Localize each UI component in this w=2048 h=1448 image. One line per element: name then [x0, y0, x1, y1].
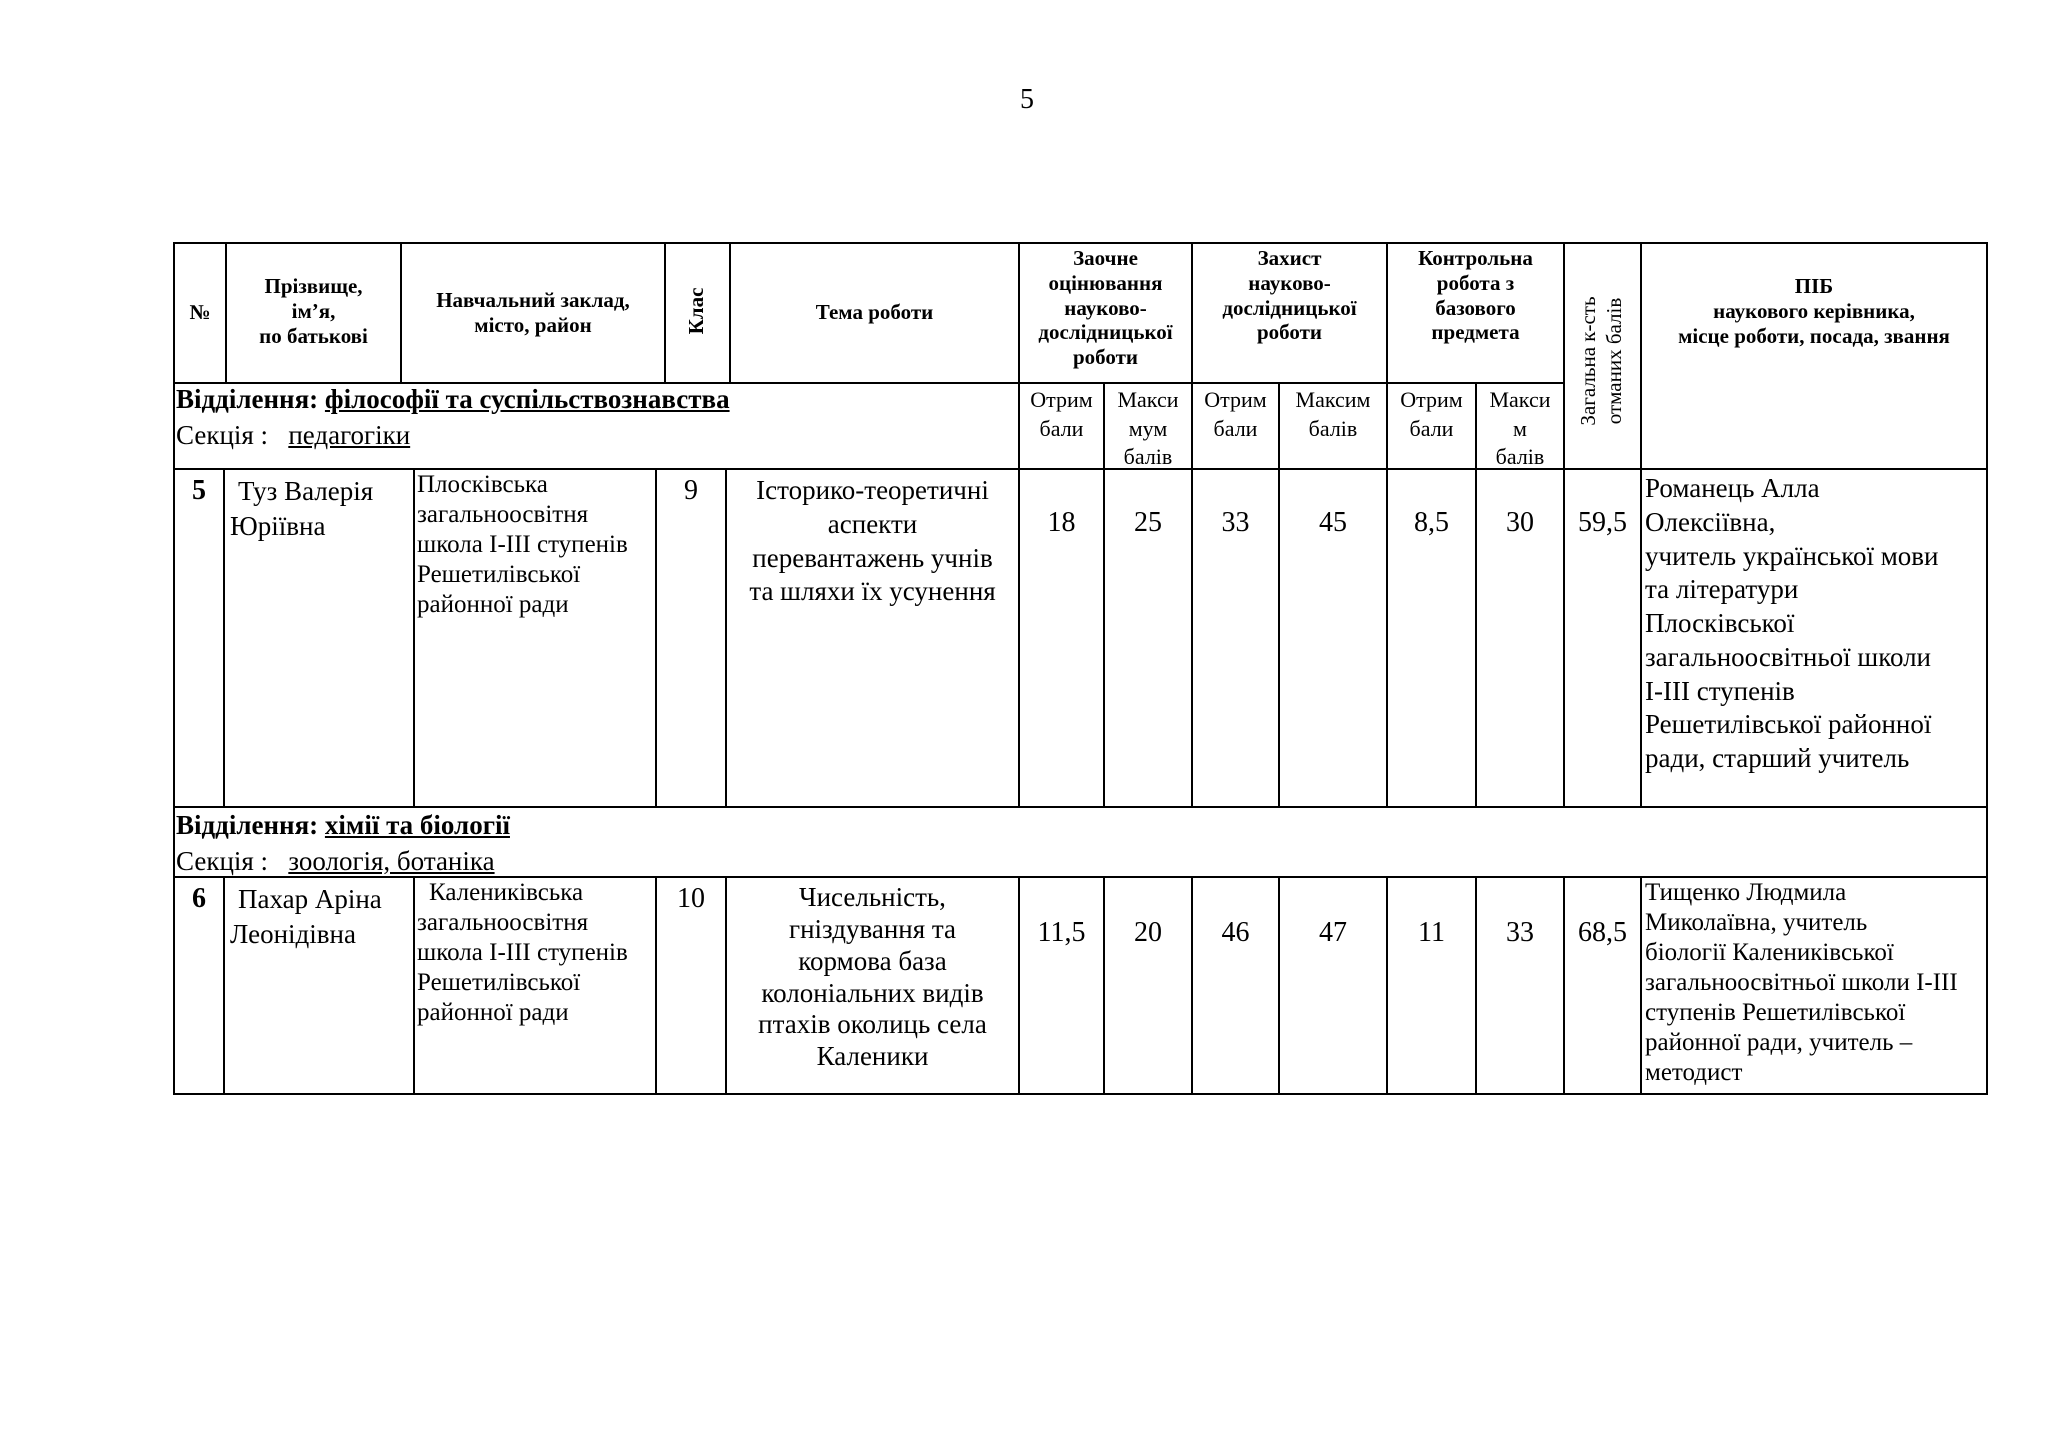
supervisor: Романець Алла Олексіївна, учитель української мови та літератури Плосківської загальноосвітньої школи І-ІІІ ступенів Решетилівської районної ради, старший учитель: [1645, 473, 1939, 773]
subheader-d-max: Максим балів: [1295, 387, 1371, 441]
defense-max: 47: [1319, 917, 1347, 948]
grade: 9: [684, 475, 698, 506]
correspondence-max: 25: [1134, 507, 1162, 538]
header-name: Прізвище, ім’я, по батькові: [259, 274, 368, 348]
school-name: Плосківська загальноосвітня школа І-ІІІ ступенів Решетилівської районної ради: [417, 471, 628, 618]
section-heading: Секція : педагогіки: [176, 420, 411, 450]
header-correspondence: Заочне оцінювання науково- дослідницької роботи: [1038, 246, 1173, 370]
test-score: 8,5: [1414, 507, 1449, 538]
header-topic: Тема роботи: [815, 300, 934, 324]
header-defense: Захист науково- дослідницької роботи: [1222, 246, 1357, 345]
test-max: 30: [1506, 507, 1534, 538]
department-heading: Відділення: хімії та біології: [176, 810, 510, 840]
header-school: Навчальний заклад, місто, район: [436, 288, 630, 337]
subheader-t-max: Макси м балів: [1489, 387, 1551, 470]
department-heading: Відділення: філософії та суспільствознавства: [176, 384, 730, 414]
header-grade: Клас: [684, 287, 708, 335]
page-number: 5: [1020, 84, 1034, 115]
total-score: 68,5: [1578, 917, 1627, 948]
topic: Історико-теоретичні аспекти перевантажень учнів та шляхи їх усунення: [749, 475, 996, 607]
correspondence-max: 20: [1134, 917, 1162, 948]
total-score: 59,5: [1578, 507, 1627, 538]
subheader-c-max: Макси мум балів: [1117, 387, 1179, 470]
subheader-d-got: Отрим бали: [1204, 387, 1267, 441]
subheader-c-got: Отрим бали: [1030, 387, 1093, 441]
subheader-t-got: Отрим бали: [1400, 387, 1463, 441]
header-total: Загальна к-сть отманих балів: [1576, 296, 1627, 426]
row-number: 6: [192, 883, 206, 914]
grade: 10: [677, 883, 705, 914]
defense-max: 45: [1319, 507, 1347, 538]
defense-score: 46: [1221, 917, 1250, 948]
school-name: Калениківська загальноосвітня школа І-ІІІ ступенів Решетилівської районної ради: [417, 879, 628, 1026]
correspondence-score: 18: [1047, 507, 1076, 538]
section-heading: Секція : зоологія, ботаніка: [176, 846, 495, 876]
header-supervisor: ПІБ наукового керівника, місце роботи, посада, звання: [1678, 274, 1950, 348]
defense-score: 33: [1221, 507, 1250, 538]
row-number: 5: [192, 475, 206, 506]
student-name: Пахар Аріна Леонідівна: [230, 884, 382, 949]
header-test: Контрольна робота з базового предмета: [1418, 246, 1533, 345]
topic: Чисельність, гніздування та кормова база колоніальних видів птахів околиць села Каленики: [758, 882, 987, 1072]
header-no: №: [189, 300, 211, 324]
test-score: 11: [1418, 917, 1445, 948]
correspondence-score: 11,5: [1037, 917, 1086, 948]
test-max: 33: [1506, 917, 1534, 948]
student-name: Туз Валерія Юріївна: [230, 476, 374, 541]
supervisor: Тищенко Людмила Миколаївна, учитель біології Калениківської загальноосвітньої школи І-ІІІ ступенів Решетилівської районної ради, учитель – методист: [1645, 879, 1958, 1086]
